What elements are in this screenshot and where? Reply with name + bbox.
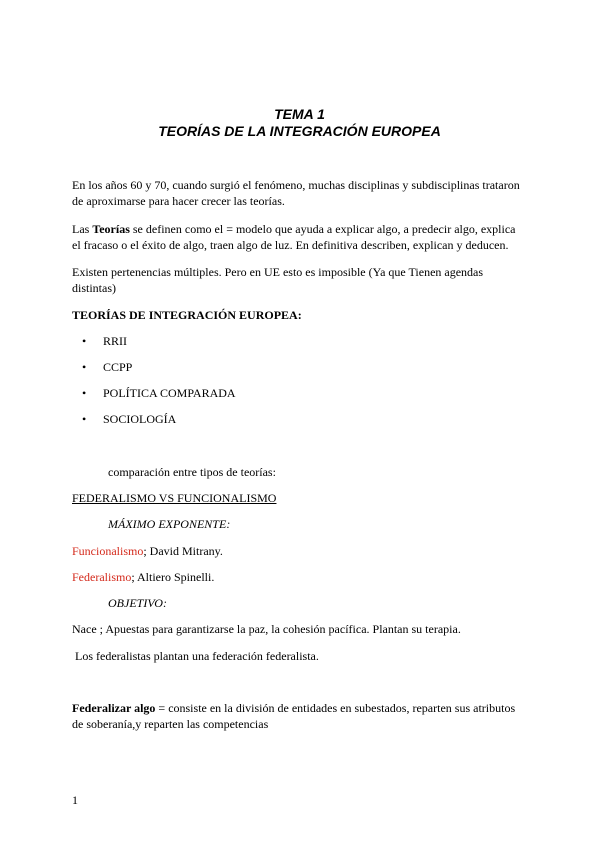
intro-line-2: de aproximarse para hacer crecer las teorías.	[72, 194, 285, 208]
section-heading: TEORÍAS DE INTEGRACIÓN EUROPEA:	[72, 308, 302, 322]
page-number: 1	[72, 793, 78, 807]
federalistas-line: Los federalistas plantan una federación federalista.	[72, 649, 319, 663]
federalismo-heading: FEDERALISMO VS FUNCIONALISMO	[72, 491, 277, 505]
federalismo-line	[72, 569, 214, 585]
teorias-definition-line-1	[72, 221, 516, 237]
bullet-item-politica-comparada: POLÍTICA COMPARADA	[103, 386, 236, 400]
title-line-2: TEORÍAS DE LA INTEGRACIÓN EUROPEA	[158, 123, 441, 139]
federalizar-line1-rest: = consiste en la división de entidades en subestados, reparten sus atributos	[155, 701, 516, 715]
bullet-marker: •	[82, 386, 87, 400]
funcionalismo-line	[72, 543, 223, 559]
teorias-definition-line-2: el fracaso o el éxito de algo, traen algo de luz. En definitiva describen, explican y deducen.	[72, 238, 509, 252]
bullet-item-sociologia: SOCIOLOGÍA	[103, 412, 177, 426]
federalizar-term: Federalizar algo	[72, 701, 156, 715]
objetivo-label: OBJETIVO:	[108, 596, 167, 610]
bullet-marker: •	[82, 412, 87, 426]
federalismo-term: Federalismo	[72, 570, 132, 584]
bullet-marker: •	[82, 334, 87, 348]
nace-line: Nace ; Apuestas para garantizarse la paz, la cohesión pacífica. Plantan su terapia.	[72, 622, 461, 636]
teorias-prefix: Las	[72, 222, 93, 236]
bullet-item-rrii: RRII	[103, 334, 127, 348]
federalizar-line-1	[72, 700, 515, 716]
maximo-exponente-label: MÁXIMO EXPONENTE:	[108, 517, 231, 531]
title-line-1: TEMA 1	[274, 106, 325, 122]
funcionalismo-term: Funcionalismo	[72, 544, 144, 558]
funcionalismo-author: ; David Mitrany.	[143, 544, 223, 558]
federalismo-author: ; Altiero Spinelli.	[131, 570, 215, 584]
bullet-item-ccpp: CCPP	[103, 360, 133, 374]
comparacion-text: comparación entre tipos de teorías:	[108, 465, 276, 479]
pertenencias-line-2: distintas)	[72, 281, 116, 295]
bullet-marker: •	[82, 360, 87, 374]
teorias-term: Teorías	[92, 222, 130, 236]
pertenencias-line-1: Existen pertenencias múltiples. Pero en UE esto es imposible (Ya que Tienen agendas	[72, 265, 484, 279]
federalizar-line-2: de soberanía,y reparten las competencias	[72, 717, 269, 731]
intro-line-1: En los años 60 y 70, cuando surgió el fenómeno, muchas disciplinas y subdisciplinas trataron	[72, 178, 520, 192]
teorias-line1-rest: se definen como el = modelo que ayuda a explicar algo, a predecir algo, explica	[129, 222, 516, 236]
